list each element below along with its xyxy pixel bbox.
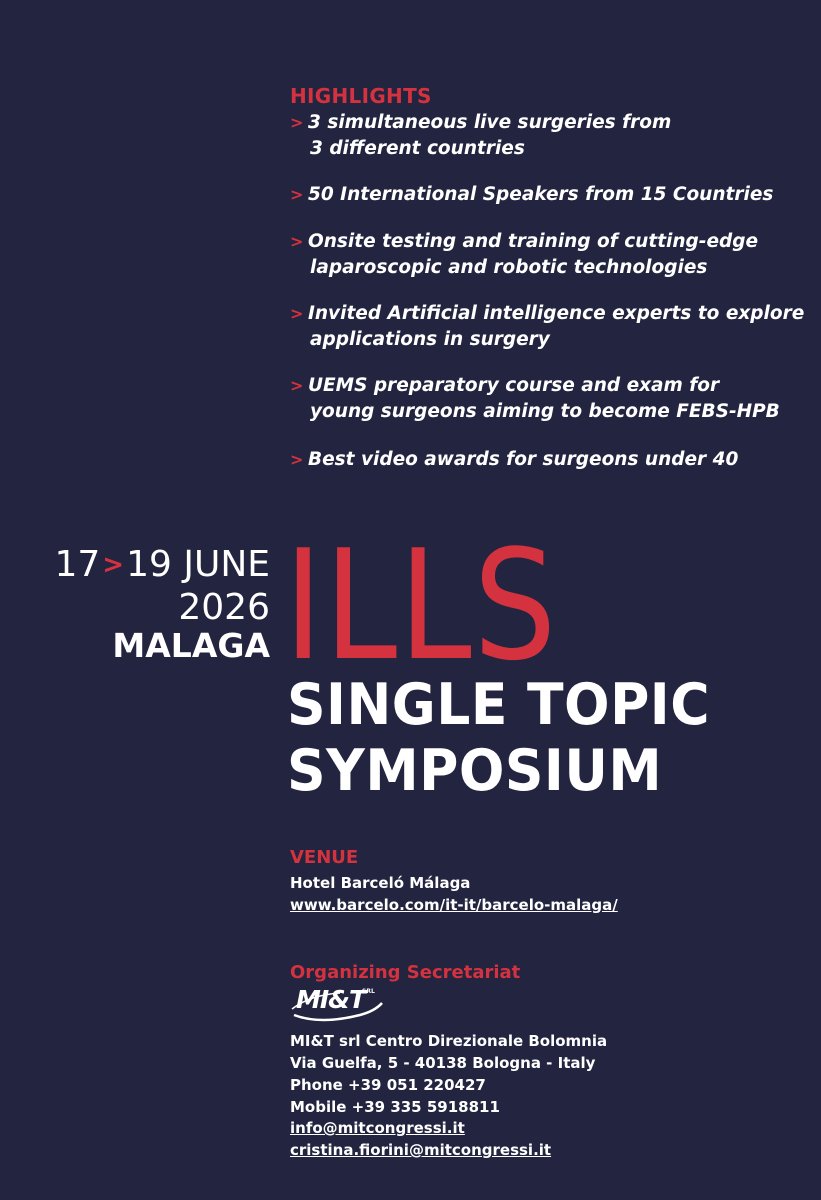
- email-link[interactable]: info@mitcongressi.it: [290, 1119, 465, 1137]
- highlight-text: UEMS preparatory course and exam for: [308, 375, 720, 396]
- highlight-item: [290, 229, 758, 281]
- secretariat-heading: Organizing Secretariat: [290, 962, 521, 983]
- event-name: ILLS: [284, 517, 559, 694]
- highlight-item: [290, 182, 773, 208]
- date-separator-icon: >: [102, 550, 125, 580]
- event-subtitle-line: SYMPOSIUM: [287, 738, 663, 804]
- highlight-text: young surgeons aiming to become FEBS-HPB: [310, 401, 780, 422]
- event-dates: [54, 545, 270, 588]
- highlight-text: Onsite testing and training of cutting-edge: [308, 231, 759, 252]
- highlight-text: applications in surgery: [310, 329, 550, 350]
- logo-text: MI&T: [296, 985, 366, 1014]
- venue-hotel: Hotel Barceló Málaga: [290, 874, 471, 892]
- highlight-text: Invited Artificial intelligence experts to explore: [308, 303, 805, 324]
- mit-logo: [290, 985, 386, 1025]
- event-city: MALAGA: [112, 626, 270, 665]
- highlight-item: [290, 447, 738, 473]
- secretariat-mobile: Mobile +39 335 5918811: [290, 1098, 500, 1116]
- event-subtitle: [287, 672, 710, 804]
- email-link[interactable]: cristina.fiorini@mitcongressi.it: [290, 1141, 552, 1159]
- highlight-text: 3 simultaneous live surgeries from: [308, 112, 672, 133]
- secretariat-street: Via Guelfa, 5 - 40138 Bologna - Italy: [290, 1054, 596, 1072]
- highlight-item: [290, 110, 671, 162]
- chevron-right-icon: >: [290, 376, 304, 395]
- date-start: 17: [54, 544, 101, 585]
- event-year: 2026: [178, 587, 270, 628]
- chevron-right-icon: >: [290, 232, 304, 251]
- highlights-heading: HIGHLIGHTS: [290, 84, 432, 108]
- highlight-text: 3 different countries: [310, 138, 525, 159]
- highlight-text: laparoscopic and robotic technologies: [310, 257, 708, 278]
- highlight-item: [290, 301, 804, 353]
- event-date-block: [54, 545, 270, 665]
- venue-link[interactable]: www.barcelo.com/it-it/barcelo-malaga/: [290, 896, 618, 914]
- chevron-right-icon: >: [290, 450, 304, 469]
- highlight-text: Best video awards for surgeons under 40: [308, 449, 739, 470]
- secretariat-phone: Phone +39 051 220427: [290, 1076, 486, 1094]
- highlight-item: [290, 373, 780, 425]
- secretariat-address: MI&T srl Centro Direzionale Bolomnia: [290, 1032, 608, 1050]
- highlight-text: 50 International Speakers from 15 Countries: [308, 184, 774, 205]
- venue-heading: VENUE: [290, 847, 359, 868]
- chevron-right-icon: >: [290, 113, 304, 132]
- chevron-right-icon: >: [290, 185, 304, 204]
- event-subtitle-line: SINGLE TOPIC: [287, 672, 711, 738]
- logo-suffix: SRL: [362, 988, 375, 995]
- chevron-right-icon: >: [290, 304, 304, 323]
- date-end: 19 JUNE: [126, 544, 270, 585]
